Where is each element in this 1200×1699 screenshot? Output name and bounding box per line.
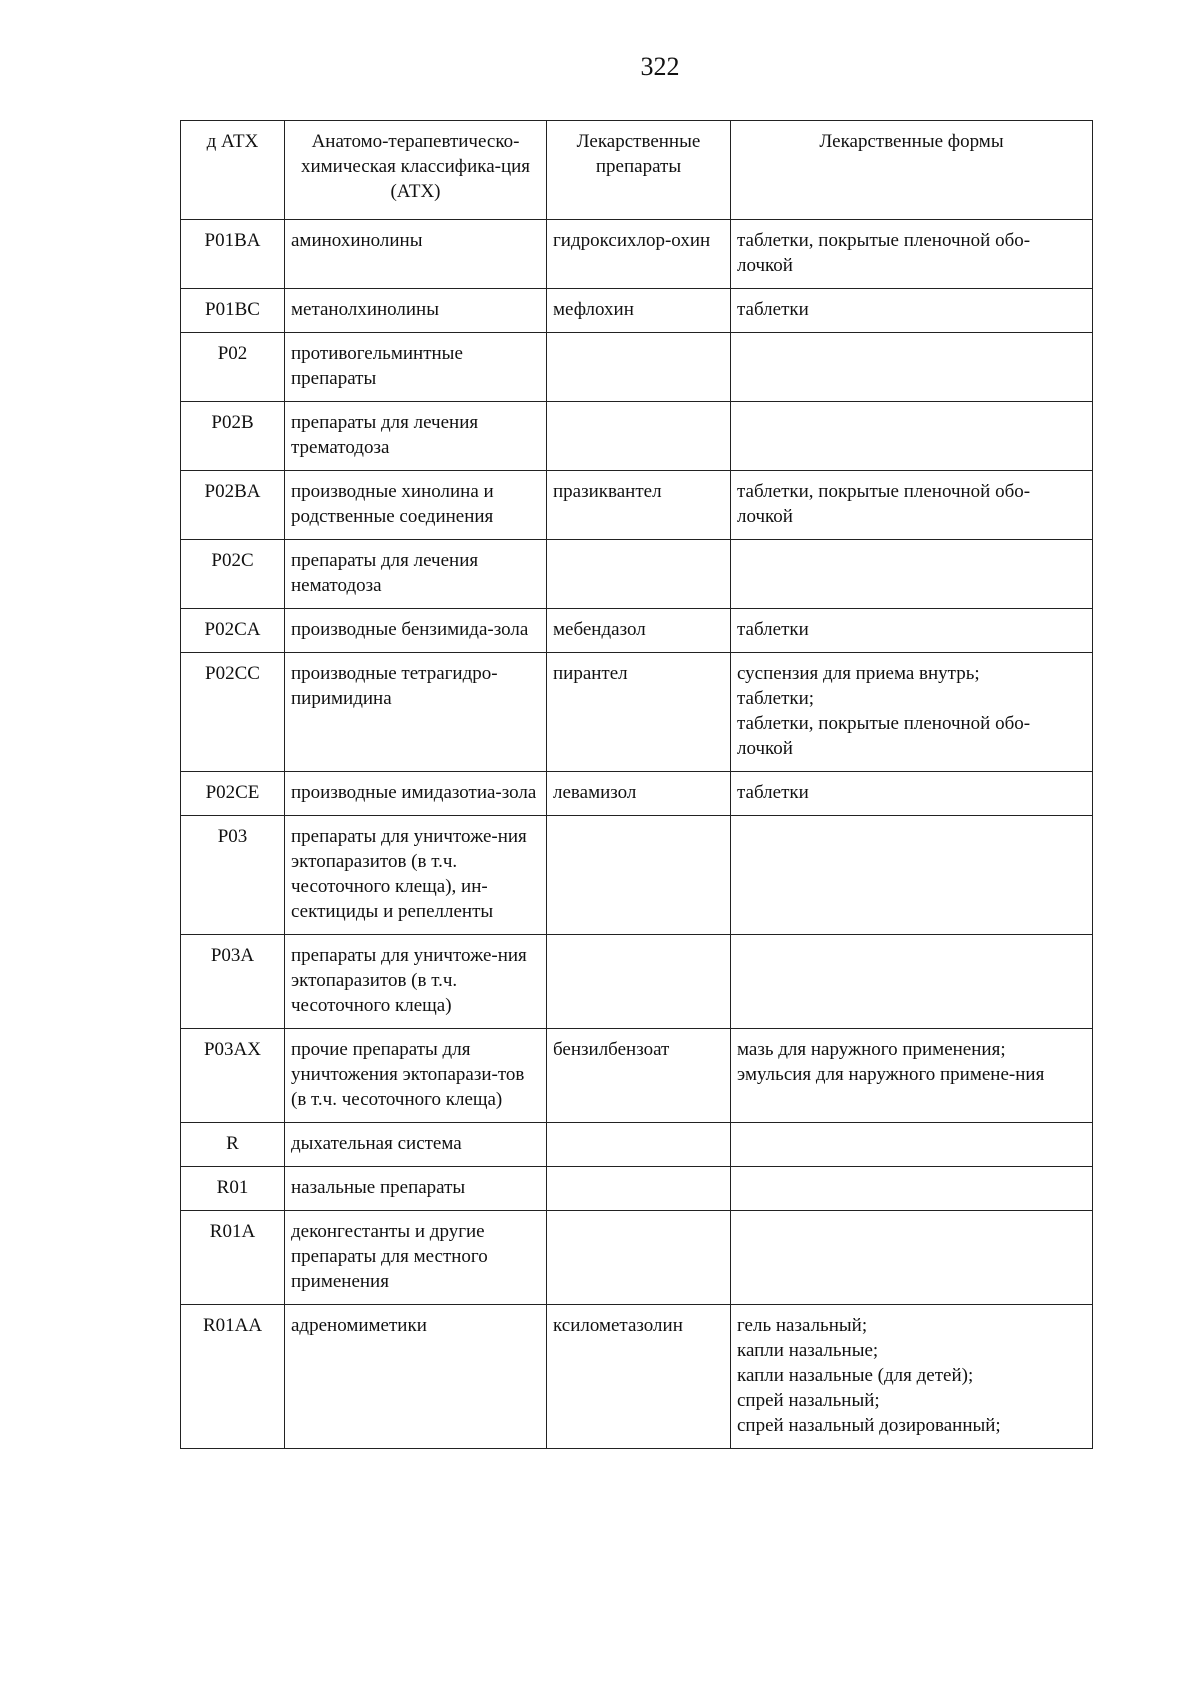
cell-classification: адреномиметики — [285, 1305, 547, 1449]
cell-classification: деконгестанты и другие препараты для местного применения — [285, 1211, 547, 1305]
cell-drug — [547, 1211, 731, 1305]
table-row — [181, 1211, 1093, 1305]
cell-atx-code: P01BA — [181, 220, 285, 289]
cell-classification: метанолхинолины — [285, 289, 547, 333]
table-row — [181, 333, 1093, 402]
cell-drug — [547, 1167, 731, 1211]
cell-classification: противогельминтные препараты — [285, 333, 547, 402]
cell-dosage-forms: таблетки — [731, 772, 1093, 816]
cell-classification: производные тетрагидро-пиримидина — [285, 653, 547, 772]
table-row — [181, 402, 1093, 471]
cell-drug: мебендазол — [547, 609, 731, 653]
cell-atx-code: P02 — [181, 333, 285, 402]
table-body — [181, 220, 1093, 1449]
cell-atx-code: P03AX — [181, 1029, 285, 1123]
cell-atx-code: P02B — [181, 402, 285, 471]
cell-atx-code: R01 — [181, 1167, 285, 1211]
table-row — [181, 1123, 1093, 1167]
cell-dosage-forms — [731, 1211, 1093, 1305]
cell-atx-code: P02C — [181, 540, 285, 609]
atx-table — [180, 120, 1093, 1449]
cell-classification: препараты для уничтоже-ния эктопаразитов (в т.ч. чесоточного клеща) — [285, 935, 547, 1029]
cell-drug: бензилбензоат — [547, 1029, 731, 1123]
table-row — [181, 653, 1093, 772]
table-row — [181, 816, 1093, 935]
cell-dosage-forms: таблетки, покрытые пленочной обо-лочкой — [731, 471, 1093, 540]
cell-drug — [547, 333, 731, 402]
cell-drug: гидроксихлор-охин — [547, 220, 731, 289]
table-row — [181, 1167, 1093, 1211]
cell-classification: назальные препараты — [285, 1167, 547, 1211]
table-row — [181, 289, 1093, 333]
cell-dosage-forms — [731, 816, 1093, 935]
table-header-row — [181, 121, 1093, 220]
cell-dosage-forms: таблетки — [731, 289, 1093, 333]
header-drugs: Лекарственные препараты — [547, 121, 731, 220]
cell-drug — [547, 935, 731, 1029]
cell-classification: препараты для лечения трематодоза — [285, 402, 547, 471]
table-row — [181, 1305, 1093, 1449]
cell-classification: производные имидазотиа-зола — [285, 772, 547, 816]
cell-dosage-forms: суспензия для приема внутрь; таблетки; таблетки, покрытые пленочной обо-лочкой — [731, 653, 1093, 772]
cell-dosage-forms: мазь для наружного применения; эмульсия для наружного примене-ния — [731, 1029, 1093, 1123]
cell-dosage-forms: гель назальный; капли назальные; капли назальные (для детей); спрей назальный; спрей назальный дозированный; — [731, 1305, 1093, 1449]
cell-atx-code: P01BC — [181, 289, 285, 333]
cell-atx-code: P02CA — [181, 609, 285, 653]
table-row — [181, 471, 1093, 540]
page-number: 322 — [640, 52, 680, 81]
header-atx-classification: Анатомо-терапевтическо-химическая классифика-ция (АТХ) — [285, 121, 547, 220]
table-row — [181, 772, 1093, 816]
table-row — [181, 609, 1093, 653]
cell-classification: прочие препараты для уничтожения эктопарази-тов (в т.ч. чесоточного клеща) — [285, 1029, 547, 1123]
cell-classification: производные бензимида-зола — [285, 609, 547, 653]
cell-classification: аминохинолины — [285, 220, 547, 289]
cell-atx-code: P02CC — [181, 653, 285, 772]
cell-classification: препараты для уничтоже-ния эктопаразитов (в т.ч. чесоточного клеща), ин-сектициды и репелленты — [285, 816, 547, 935]
cell-atx-code: P03 — [181, 816, 285, 935]
cell-classification: дыхательная система — [285, 1123, 547, 1167]
cell-atx-code: P02CE — [181, 772, 285, 816]
cell-dosage-forms — [731, 540, 1093, 609]
cell-dosage-forms — [731, 333, 1093, 402]
cell-dosage-forms — [731, 1167, 1093, 1211]
cell-dosage-forms — [731, 935, 1093, 1029]
cell-drug — [547, 1123, 731, 1167]
cell-atx-code: R — [181, 1123, 285, 1167]
cell-drug — [547, 540, 731, 609]
cell-dosage-forms — [731, 402, 1093, 471]
cell-classification: препараты для лечения нематодоза — [285, 540, 547, 609]
table-row — [181, 935, 1093, 1029]
cell-classification: производные хинолина и родственные соединения — [285, 471, 547, 540]
cell-atx-code: P03A — [181, 935, 285, 1029]
header-atx-code: д АТХ — [181, 121, 285, 220]
cell-drug — [547, 816, 731, 935]
cell-dosage-forms: таблетки, покрытые пленочной обо-лочкой — [731, 220, 1093, 289]
cell-drug: мефлохин — [547, 289, 731, 333]
cell-drug: левамизол — [547, 772, 731, 816]
table-row — [181, 1029, 1093, 1123]
cell-dosage-forms: таблетки — [731, 609, 1093, 653]
table-row — [181, 540, 1093, 609]
cell-drug: пирантел — [547, 653, 731, 772]
header-dosage-forms: Лекарственные формы — [731, 121, 1093, 220]
cell-atx-code: R01A — [181, 1211, 285, 1305]
cell-dosage-forms — [731, 1123, 1093, 1167]
cell-drug — [547, 402, 731, 471]
cell-drug: празиквантел — [547, 471, 731, 540]
cell-drug: ксилометазолин — [547, 1305, 731, 1449]
cell-atx-code: R01AA — [181, 1305, 285, 1449]
table-row — [181, 220, 1093, 289]
cell-atx-code: P02BA — [181, 471, 285, 540]
